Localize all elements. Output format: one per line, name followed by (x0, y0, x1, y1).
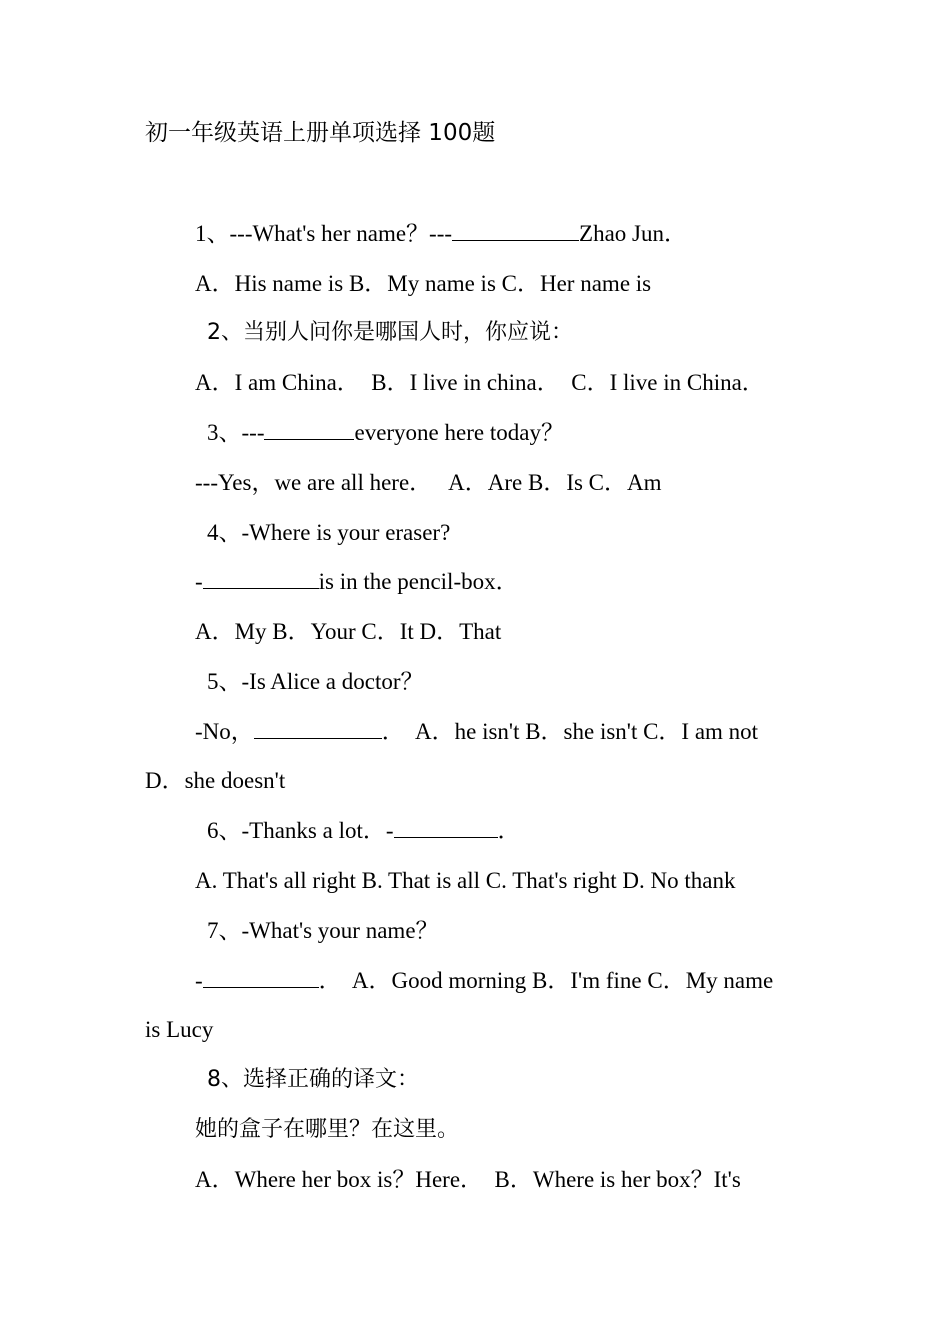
question-5-text: -No， (195, 719, 254, 744)
question-1-text: 1、---What's her name？--- (195, 221, 453, 246)
question-3-options: ---Yes，we are all here． A．Are B．Is C．Am (195, 470, 662, 495)
question-1-options: A．His name is B．My name is C．Her name is (195, 271, 652, 296)
question-7-dash: - (195, 968, 203, 993)
question-2: 2、当别人问你是哪国人时，你应说： (207, 320, 573, 345)
question-4-answer-line (195, 566, 519, 598)
question-5: 5、-Is Alice a doctor？ (207, 669, 424, 694)
question-2-options: A．I am China． B．I live in china． C．I live in China． (195, 370, 765, 395)
answer-blank (264, 417, 354, 440)
question-5-options: ． A．he isn't B．she isn't C．I am not (381, 719, 759, 744)
answer-blank (254, 716, 382, 739)
question-5-answer-line (195, 716, 758, 748)
answer-blank (203, 965, 319, 988)
question-8-sentence: 她的盒子在哪里？在这里。 (195, 1117, 460, 1142)
question-1-text-end: Zhao Jun． (579, 221, 688, 246)
question-1 (195, 218, 687, 250)
document-title: 初一年级英语上册单项选择 100题 (145, 120, 496, 146)
answer-blank (394, 815, 498, 838)
question-4-text-end: is in the pencil-box． (318, 569, 519, 594)
answer-blank (452, 218, 579, 241)
answer-blank (203, 566, 319, 589)
question-4-options: A．My B．Your C．It D．That (195, 619, 502, 644)
question-4-dash: - (195, 569, 203, 594)
question-3 (207, 417, 564, 449)
question-4: 4、-Where is your eraser? (207, 520, 451, 545)
question-7-option-end: is Lucy (145, 1017, 214, 1042)
question-8: 8、选择正确的译文： (207, 1067, 419, 1092)
question-6-text: 6、-Thanks a lot．- (207, 818, 394, 843)
question-7-answer-line (195, 965, 773, 997)
question-8-options: A．Where her box is？Here． B．Where is her box？It's (195, 1167, 741, 1192)
question-5-option-d: D．she doesn't (145, 768, 286, 793)
question-7-options: ． A．Good morning B．I'm fine C．My name (318, 968, 774, 993)
question-3-text-end: everyone here today？ (354, 420, 564, 445)
question-6-text-end: ． (497, 818, 521, 843)
question-6-options: A. That's all right B. That is all C. That's right D. No thank (195, 868, 736, 893)
question-6 (207, 815, 521, 847)
question-7: 7、-What's your name？ (207, 918, 439, 943)
question-3-text: 3、--- (207, 420, 265, 445)
